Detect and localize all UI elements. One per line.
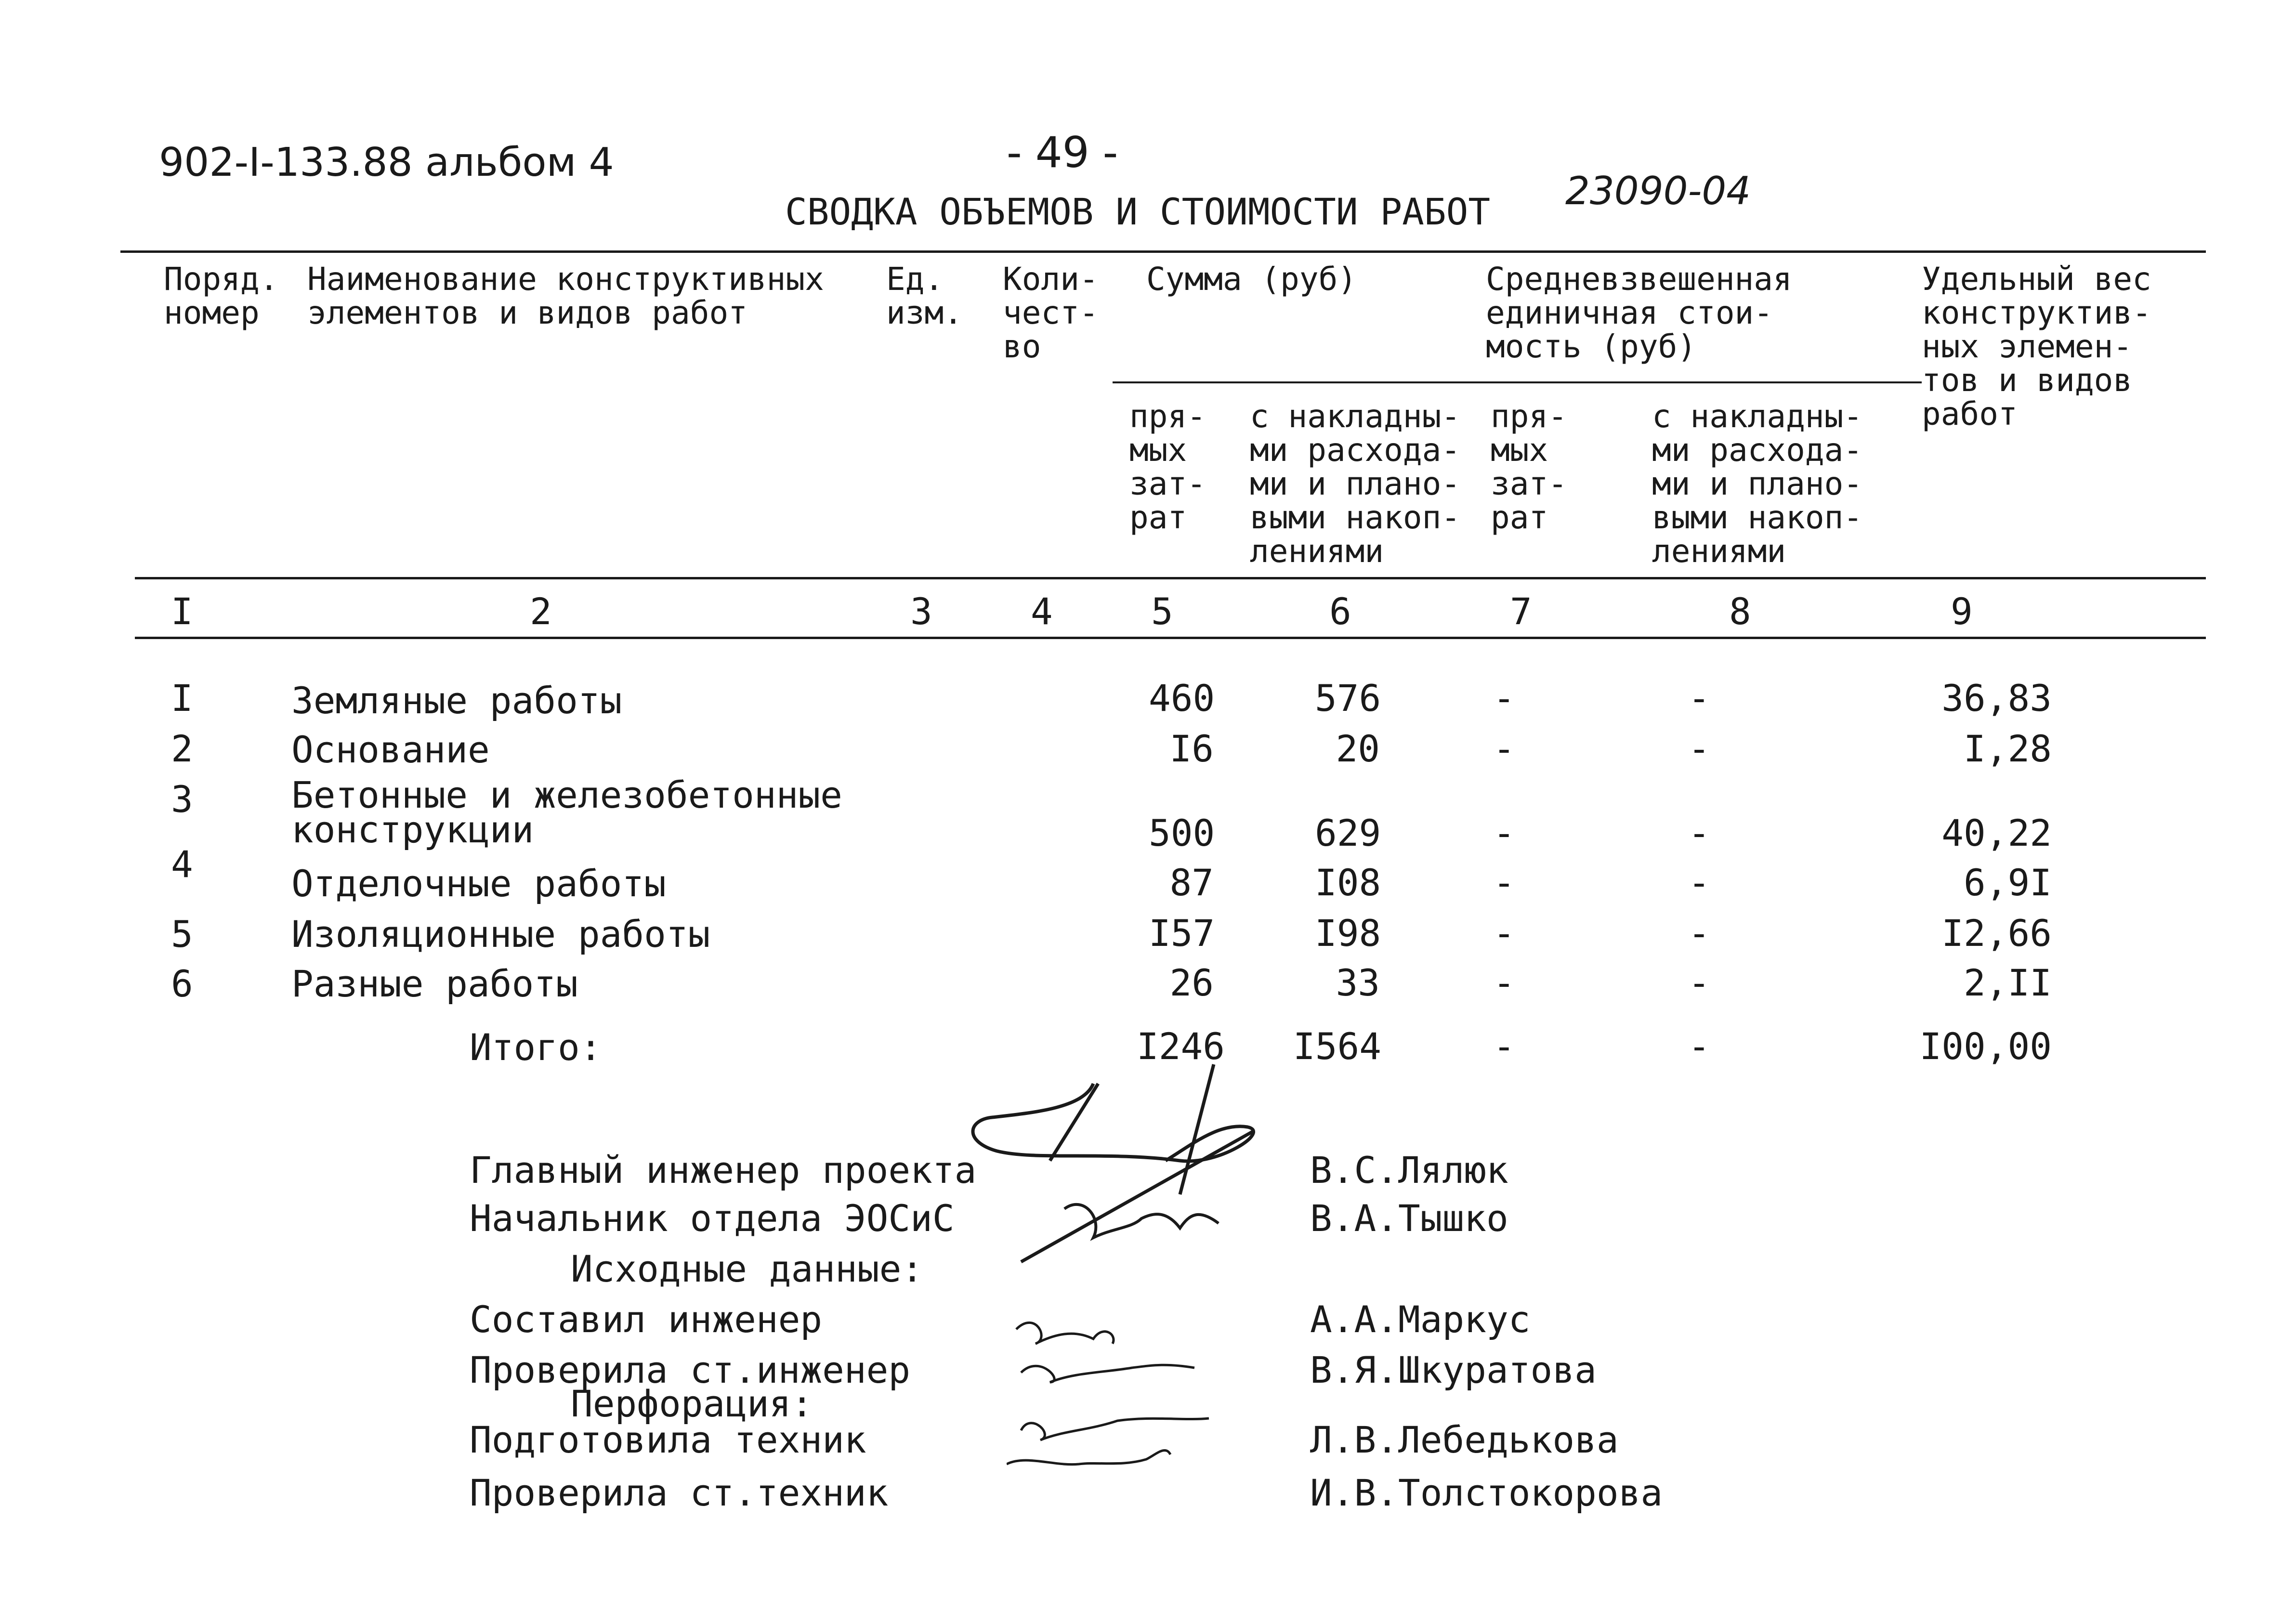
- row-direct: 460: [1149, 677, 1215, 720]
- document-code: 902-I-133.88 альбом 4: [159, 140, 614, 185]
- column-number-8: 8: [1729, 590, 1751, 633]
- signature-role: Проверила ст.техник: [470, 1471, 889, 1514]
- row-share: 36,83: [1941, 677, 2052, 720]
- row-overhead: 576: [1315, 677, 1381, 720]
- header-top-rule: [120, 250, 2206, 253]
- row-number: 5: [171, 913, 193, 956]
- row-share: 40,22: [1941, 812, 2052, 854]
- row-direct: 87: [1169, 861, 1214, 904]
- column-number-2: 2: [530, 590, 552, 633]
- header-col2: Наименование конструктивных элементов и видов работ: [307, 261, 824, 331]
- perforation-heading: Перфорация:: [571, 1382, 813, 1425]
- signature-name: А.А.Маркус: [1310, 1298, 1531, 1341]
- row-direct: I57: [1149, 912, 1215, 955]
- header-col7-direct: пря- мых зат- рат: [1491, 398, 1567, 536]
- row-number: 6: [171, 962, 193, 1005]
- row-avg-direct: -: [1493, 812, 1515, 854]
- row-name: Изоляционные работы: [291, 913, 710, 956]
- row-avg-direct: -: [1493, 727, 1515, 770]
- row-avg-overhead: -: [1688, 677, 1710, 720]
- row-number: 4: [171, 843, 193, 886]
- column-number-rule: [135, 637, 2206, 639]
- row-overhead: 20: [1336, 727, 1380, 770]
- signature-role: Главный инженер проекта: [470, 1149, 977, 1192]
- row-name: Разные работы: [291, 962, 578, 1005]
- row-share: I,28: [1963, 727, 2052, 770]
- row-avg-direct: -: [1493, 961, 1515, 1004]
- document-title: СВОДКА ОБЪЕМОВ И СТОИМОСТИ РАБОТ: [785, 190, 1491, 233]
- row-direct: 26: [1169, 961, 1214, 1004]
- header-col5-direct: пря- мых зат- рат: [1129, 398, 1206, 536]
- row-number: 3: [171, 778, 193, 821]
- header-bottom-rule: [135, 577, 2206, 579]
- signature-role: Подготовила техник: [470, 1418, 866, 1461]
- column-number-9: 9: [1951, 590, 1973, 633]
- signature-name: В.А.Тышко: [1310, 1197, 1508, 1240]
- signature-name: Л.В.Лебедькова: [1310, 1418, 1619, 1461]
- row-avg-direct: -: [1493, 677, 1515, 720]
- signature-role: Начальник отдела ЭОСиС: [470, 1197, 955, 1240]
- subheader-rule: [1113, 381, 1922, 383]
- header-col1: Поряд. номер: [164, 261, 279, 331]
- column-number-6: 6: [1329, 590, 1351, 633]
- row-overhead: I98: [1315, 912, 1381, 955]
- total-avg-overhead: -: [1688, 1025, 1710, 1068]
- column-number-7: 7: [1510, 590, 1532, 633]
- row-overhead: I08: [1315, 861, 1381, 904]
- header-col3: Ед. изм.: [886, 261, 963, 331]
- document-number: 23090-04: [1565, 169, 1751, 213]
- row-avg-overhead: -: [1688, 727, 1710, 770]
- column-number-3: 3: [910, 590, 932, 633]
- row-share: I2,66: [1941, 912, 2052, 955]
- row-number: I: [171, 677, 193, 720]
- column-number-4: 4: [1031, 590, 1053, 633]
- row-direct: I6: [1169, 727, 1214, 770]
- total-overhead: I564: [1293, 1025, 1382, 1068]
- row-avg-overhead: -: [1688, 861, 1710, 904]
- row-avg-overhead: -: [1688, 912, 1710, 955]
- header-sum: Сумма (руб): [1146, 261, 1357, 298]
- header-weighted-cost: Средневзвешенная единичная стои- мость (руб): [1486, 261, 1792, 365]
- page-number: - 49 -: [1007, 128, 1118, 177]
- row-overhead: 629: [1315, 812, 1381, 854]
- header-col8-overhead: с накладны- ми расхода- ми и плано- выми накоп- лениями: [1652, 398, 1863, 570]
- total-share: I00,00: [1919, 1025, 2052, 1068]
- row-overhead: 33: [1336, 961, 1380, 1004]
- signature-name: И.В.Толстокорова: [1310, 1471, 1663, 1514]
- header-col4: Коли- чест- во: [1003, 261, 1099, 365]
- total-avg-direct: -: [1493, 1025, 1515, 1068]
- row-name: Основание: [291, 728, 490, 771]
- total-label: Итого:: [470, 1026, 602, 1069]
- row-share: 6,9I: [1963, 861, 2052, 904]
- row-number: 2: [171, 727, 193, 770]
- signature-name: В.С.Лялюк: [1310, 1149, 1508, 1192]
- row-share: 2,II: [1963, 961, 2052, 1004]
- row-name: Отделочные работы: [291, 862, 666, 905]
- total-direct: I246: [1137, 1025, 1225, 1068]
- row-avg-overhead: -: [1688, 961, 1710, 1004]
- row-name: Бетонные и железобетонные конструкции: [291, 773, 842, 851]
- signature-role: Проверила ст.инженер: [470, 1349, 911, 1391]
- signature-name: В.Я.Шкуратова: [1310, 1349, 1597, 1391]
- column-number-1: I: [171, 590, 193, 633]
- signature-compiler-mark: [1007, 1300, 1276, 1483]
- row-avg-overhead: -: [1688, 812, 1710, 854]
- row-direct: 500: [1149, 812, 1215, 854]
- header-col9: Удельный вес конструктив- ных элемен- тов и видов работ: [1922, 261, 2151, 432]
- header-col6-overhead: с накладны- ми расхода- ми и плано- выми накоп- лениями: [1250, 398, 1461, 570]
- column-number-5: 5: [1151, 590, 1173, 633]
- source-data-heading: Исходные данные:: [571, 1247, 924, 1290]
- signature-role: Составил инженер: [470, 1298, 823, 1341]
- row-avg-direct: -: [1493, 861, 1515, 904]
- row-avg-direct: -: [1493, 912, 1515, 955]
- row-name: Земляные работы: [291, 679, 622, 722]
- signature-chief-engineer-mark: [939, 1035, 1324, 1276]
